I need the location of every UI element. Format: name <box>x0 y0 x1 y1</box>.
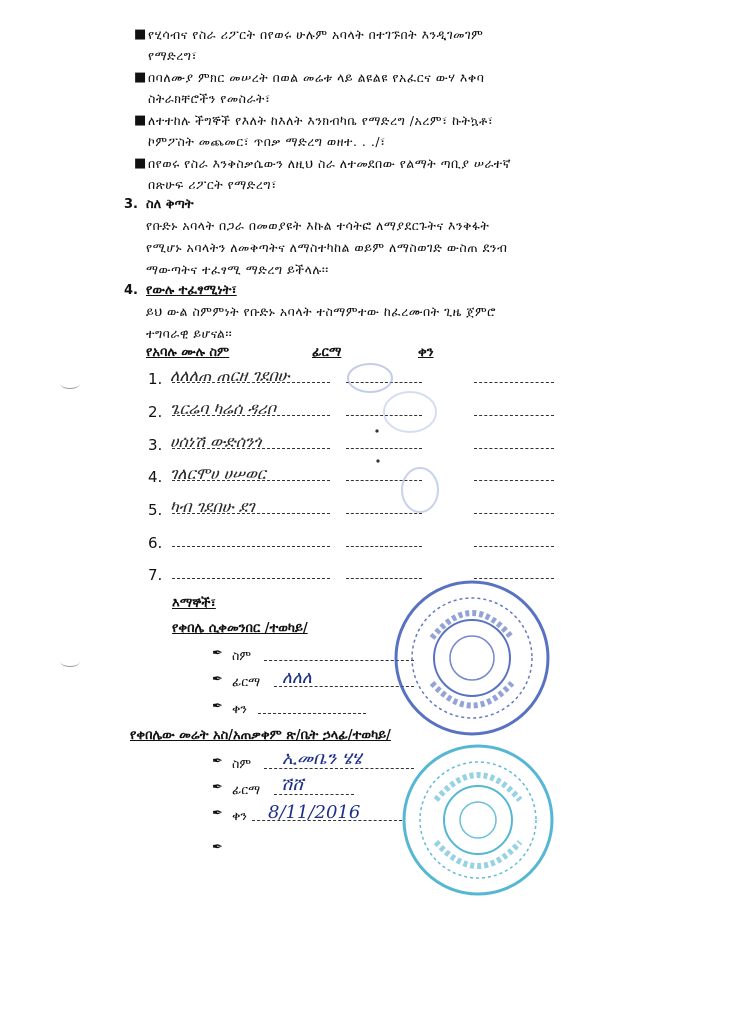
bullet-item <box>134 153 648 195</box>
row-number: 1. <box>148 370 163 388</box>
handwritten-name: ጌርሬባ ካሬሰ ዳሪቦ <box>170 399 276 418</box>
column-date-heading: ቀን <box>418 345 434 360</box>
bullet-line: በጽሁፍ ሪፖርት የማድረግ፣ <box>148 177 277 192</box>
bullet-icon: ■ <box>134 156 147 171</box>
pen-mark-icon: ✒ <box>212 840 223 855</box>
ink-smudge-marks <box>330 350 460 530</box>
bullet-line: የማድረግ፣ <box>148 48 198 63</box>
date-line <box>474 480 554 481</box>
bullet-line: የሂሳብና የስራ ሪፖርት በየወሩ ሁሉም አባላት በተገኙበት እንዲገመገም <box>148 27 484 42</box>
bullet-item <box>134 67 648 109</box>
field-label: ፊርማ <box>232 782 261 797</box>
row-number: 6. <box>148 534 163 552</box>
pen-mark-icon: ✒ <box>212 806 223 821</box>
handwritten-signature: ሽሸ <box>280 774 304 795</box>
kebele-signature-line <box>212 668 412 694</box>
row-number: 4. <box>148 468 163 486</box>
section-4-paragraph <box>146 301 650 345</box>
row-number: 3. <box>148 436 163 454</box>
handwritten-name: ለለለጠ ጠርዘ ገደበሁ <box>170 366 290 385</box>
date-line <box>474 415 554 416</box>
date-line <box>474 448 554 449</box>
name-line <box>172 546 330 547</box>
field-label: ፊርማ <box>232 674 261 689</box>
column-name-heading: የአባሉ ሙሉ ስም <box>146 345 230 360</box>
bullet-icon: ■ <box>134 27 147 42</box>
kebele-date-line <box>212 701 412 721</box>
paragraph-line: ይህ ውል ስምምነት የቡድኑ አባላት ተስማምተው ከፈረሙበት ጊዜ ጀምሮ <box>146 304 496 319</box>
bullet-icon: ■ <box>134 70 147 85</box>
bullet-line: ለተተከሉ ችግኞች የእለት ከእለት እንክብካቤ የማድረግ /አረም፣ ኩትኳቶ፣ <box>148 113 494 128</box>
field-label: ስም <box>232 648 252 663</box>
handwritten-name: ካብ ገደበሁ ደገ <box>170 497 255 516</box>
row-number: 5. <box>148 501 163 519</box>
kebele-stamp-seal <box>392 578 552 738</box>
handwritten-name: ገለርሞሀ ሀሠወር <box>170 464 266 483</box>
column-signature-heading: ፊርማ <box>312 345 342 360</box>
kebele-name-line <box>212 648 412 668</box>
section-number: 3. <box>124 197 138 212</box>
field-label: ቀን <box>232 808 247 823</box>
section-3-heading <box>124 197 194 212</box>
punch-hole-bottom <box>60 656 80 667</box>
row-number: 2. <box>148 403 163 421</box>
name-line <box>172 578 330 579</box>
pen-mark-icon: ✒ <box>212 780 223 795</box>
punch-hole-top <box>60 378 80 389</box>
date-line <box>474 382 554 383</box>
signature-line <box>346 546 422 547</box>
section-title: ስለ ቅጣት <box>146 197 194 212</box>
date-line <box>258 713 366 714</box>
field-label: ቀን <box>232 701 247 716</box>
bullet-item <box>134 110 648 152</box>
handwritten-name: ኢመቤን ሄሄ <box>282 748 362 769</box>
bullet-line: ኮምፖስት መጨመር፣ ጥበቃ ማድረግ ወዘተ. . ./፣ <box>148 134 386 149</box>
section-title: የውሉ ተፈፃሚነት፣ <box>146 283 237 298</box>
handwritten-signature: ለለለ <box>282 668 312 688</box>
section-4-heading <box>124 283 237 298</box>
paragraph-line: የቡድኑ አባላት በጋራ በመወያዩት እኩል ተሳትፎ ለማያደርጉትና እንቅፋት <box>146 218 490 233</box>
office-name-line <box>212 748 412 776</box>
section-number: 4. <box>124 283 138 298</box>
handwritten-name: ሀሰነሽ ውድሰንጎ <box>170 432 262 451</box>
member-row <box>148 532 588 556</box>
empty-line <box>212 842 412 862</box>
bullet-line: ስትራክቸሮችን የመስራት፣ <box>148 91 271 106</box>
office-date-line <box>212 802 412 828</box>
field-label: ስም <box>232 756 252 771</box>
paragraph-line: ማውጣትና ተፈፃሚ ማድረግ ይችላሉ፡፡ <box>146 262 329 277</box>
row-number: 7. <box>148 566 163 584</box>
pen-mark-icon: ✒ <box>212 672 223 687</box>
date-line <box>474 513 554 514</box>
bullet-line: በባለሙያ ምክር መሠረት በወል መሬቱ ላይ ልዩልዩ የአፈርና ውሃ እቀባ <box>148 70 485 85</box>
section-3-paragraph <box>146 215 650 281</box>
paragraph-line: የሚሆኑ አባላትን ለመቅጣትና ለማስተካከል ወይም ለማስወገድ ውስጠ ደንብ <box>146 240 508 255</box>
handwritten-date: 8/11/2016 <box>268 802 361 823</box>
land-office-heading: የቀበሌው መሬት አስ/አጠቃቀም ጽ/ቤት ኃላፊ/ተወካይ/ <box>130 728 391 743</box>
kebele-chair-heading: የቀበሌ ሲቀመንበር /ተወካይ/ <box>172 621 308 636</box>
witnesses-heading: እማኞች፣ <box>172 596 216 611</box>
bullet-item <box>134 24 648 66</box>
land-office-stamp-seal <box>398 742 558 898</box>
pen-mark-icon: ✒ <box>212 754 223 769</box>
office-signature-line <box>212 774 412 802</box>
pen-mark-icon: ✒ <box>212 699 223 714</box>
date-line <box>474 546 554 547</box>
bullet-icon: ■ <box>134 113 147 128</box>
paragraph-line: ተግባራዊ ይሆናል፡፡ <box>146 326 233 341</box>
bullet-line: በየወሩ የስራ እንቅስቃሴውን ለዚህ ስራ ለተመደበው የልማት ጣቢያ ሠራተኛ <box>148 156 512 171</box>
pen-mark-icon: ✒ <box>212 646 223 661</box>
